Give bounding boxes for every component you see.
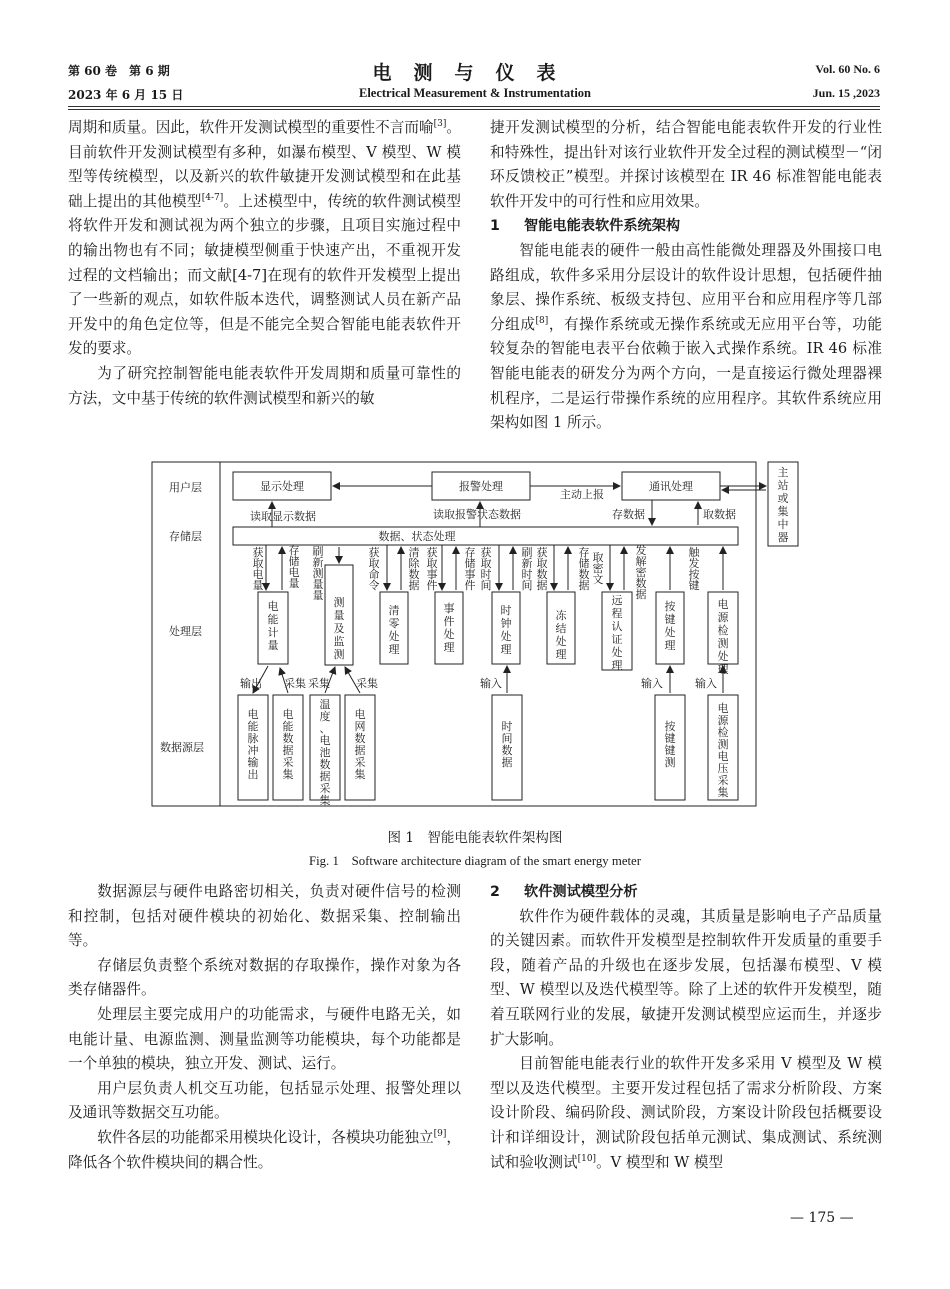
flow-label: 主动上报 bbox=[560, 488, 604, 501]
left-column-bottom: 数据源层与硬件电路密切相关，负责对硬件信号的检测和控制，包括对硬件模块的初始化、数据采集、控制输出等。 存储层负责整个系统对数据的存取操作，操作对象为各类存储器件。 处理层主要完成用户的功能需求，与硬件电路无关，如电能计量、电源监测、测量监测等功能模块，每个功能都是一个单独的模块，独立开发、测试、运行。 用户层负责人机交互功能，包括显示处理、报警处理以及通讯等数据交互功能。 软件各层的功能都采用模块化设计，各模块功能独立[9]，降低各个软件模块间的耦合性。 bbox=[68, 880, 461, 1175]
section-heading-1: 1 智能电能表软件系统架构 bbox=[490, 218, 681, 235]
right-column-top: 捷开发测试模型的分析，结合智能电能表软件开发的行业性和特殊性，提出针对该行业软件开发全过程的测试模型－“闭环反馈校正”模型。并探讨该模型在 IR 46 标准智能电能表软件开发中的可行性和应用效果。 1 智能电能表软件系统架构 智能电能表的硬件一般由高性能微处理器及外围接口电路组成，软件多采用分层设计的软件设计思想，包括硬件抽象层、操作系统、板级支持包、应用平台和应用程序等几部分组成[8]，有操作系统或无操作系统或无应用平台等，功能较复杂的智能电表平台依赖于嵌入式操作系统。IR 46 标准智能电能表的研发分为两个方向，一是直接运行微处理器裸机程序，二是运行带操作系统的应用程序。其软件系统应用架构如图 1 所示。 bbox=[490, 116, 882, 436]
layer-label: 用户层 bbox=[169, 481, 202, 494]
flow-label: 存数据 bbox=[612, 508, 645, 521]
flow-label-vertical: 刷新时间 bbox=[521, 546, 533, 592]
layer-label: 处理层 bbox=[169, 625, 202, 638]
source-box-label: 电能数据采集 bbox=[282, 708, 294, 781]
paragraph: 为了研究控制智能电能表软件开发周期和质量可靠性的方法，文中基于传统的软件测试模型和新兴的敏 bbox=[68, 364, 461, 407]
source-box-label: 电能脉冲输出 bbox=[247, 708, 259, 781]
process-box-label: 时钟处理 bbox=[500, 604, 512, 656]
box-label: 通讯处理 bbox=[649, 480, 693, 493]
box-label: 显示处理 bbox=[260, 480, 304, 493]
flow-label: 输入 bbox=[480, 677, 502, 690]
flow-label-vertical: 存储事件 bbox=[464, 546, 476, 592]
citation: [4-7] bbox=[201, 192, 224, 203]
flow-label-vertical: 触发按键 bbox=[688, 546, 700, 592]
paragraph: 捷开发测试模型的分析，结合智能电能表软件开发的行业性和特殊性，提出针对该行业软件开发全过程的测试模型－“闭环反馈校正”模型。并探讨该模型在 IR 46 标准智能电能表软件开发中的可行性和应用效果。 bbox=[490, 119, 882, 210]
flow-label: 采集 bbox=[284, 677, 306, 690]
flow-label-vertical: 存储电量 bbox=[288, 544, 300, 590]
process-box-label: 事件处理 bbox=[443, 602, 455, 654]
paragraph: 处理层主要完成用户的功能需求，与硬件电路无关，如电能计量、电源监测、测量监测等功能模块，每个功能都是一个单独的模块，独立开发、测试、运行。 bbox=[68, 1005, 461, 1073]
paragraph: 软件作为硬件载体的灵魂，其质量是影响电子产品质量的关键因素。而软件开发模型是控制软件开发质量的重要手段，随着产品的升级也在逐步发展，包括瀑布模型、V 模型、W 模型以及迭代模型等。除了上述的软件开发模型，随着互联网行业的发展，敏捷开发测试模型应运而生，并逐步扩大影响。 bbox=[490, 907, 882, 1048]
layer-label: 数据源层 bbox=[160, 741, 204, 754]
journal-title-cn: 电测与仪表 bbox=[372, 62, 578, 84]
citation: [3] bbox=[433, 119, 447, 129]
figure-caption-en: Fig. 1 Software architecture diagram of the smart energy meter bbox=[308, 854, 641, 868]
source-box-label: 时间数据 bbox=[501, 720, 513, 769]
flow-label-vertical: 刷新测量量 bbox=[312, 545, 324, 602]
paragraph: 存储层负责整个系统对数据的存取操作，操作对象为各类存储器件。 bbox=[68, 956, 461, 999]
flow-label: 取数据 bbox=[703, 508, 736, 521]
flow-label: 采集 bbox=[356, 677, 378, 690]
flow-label-vertical: 获取命令 bbox=[368, 546, 380, 592]
process-box-label: 测量及监测 bbox=[333, 596, 345, 661]
volume-issue: 第 60 卷 第 6 期 bbox=[68, 64, 170, 78]
process-box-label: 清零处理 bbox=[388, 604, 400, 656]
citation: [10] bbox=[577, 1153, 597, 1164]
flow-label: 输出 bbox=[240, 677, 262, 690]
layer-label: 存储层 bbox=[169, 530, 202, 543]
volume-issue-en: Vol. 60 No. 6 bbox=[815, 62, 880, 76]
flow-label-vertical: 存储数据 bbox=[578, 546, 590, 592]
flow-label-vertical: 发解密数据 bbox=[635, 544, 647, 601]
flow-label-vertical: 获取时间 bbox=[480, 546, 492, 592]
source-box-label: 电网数据采集 bbox=[354, 708, 366, 781]
process-box-label: 电能计量 bbox=[267, 600, 279, 652]
source-box-label: 按键键测 bbox=[664, 720, 676, 769]
publication-date: 2023 年 6 月 15 日 bbox=[68, 88, 184, 102]
flow-label: 采集 bbox=[308, 677, 330, 690]
citation: [8] bbox=[535, 315, 549, 326]
source-box-label: 电源检测电压采集 bbox=[717, 702, 729, 799]
bar-label: 数据、状态处理 bbox=[378, 530, 456, 543]
section-heading-2: 2 软件测试模型分析 bbox=[490, 884, 638, 900]
flow-label-vertical: 获取电量 bbox=[252, 546, 264, 592]
flow-label: 读取显示数据 bbox=[250, 510, 316, 523]
publication-date-en: Jun. 15 ,2023 bbox=[812, 86, 880, 100]
flow-label-vertical: 获取数据 bbox=[536, 546, 548, 592]
paragraph: 用户层负责人机交互功能，包括显示处理、报警处理以及通讯等数据交互功能。 bbox=[68, 1079, 461, 1122]
right-column-bottom: 2 软件测试模型分析 软件作为硬件载体的灵魂，其质量是影响电子产品质量的关键因素。而软件开发模型是控制软件开发质量的重要手段，随着产品的升级也在逐步发展，包括瀑布模型、V 模型、W 模型以及迭代模型等。除了上述的软件开发模型，随着互联网行业的发展，敏捷开发测试模型应运而生，并逐步扩大影响。 目前智能电能表行业的软件开发多采用 V 模型及 W 模型以及迭代模型。主要开发过程包括了需求分析阶段、方案设计阶段、编码阶段、测试阶段，方案设计阶段包括概要设计和详细设计，测试阶段包括单元测试、集成测试、系统测试和验收测试[10]。V 模型和 W 模型 bbox=[490, 880, 882, 1175]
citation: [9] bbox=[433, 1128, 447, 1139]
page-number: — 175 — bbox=[790, 1210, 854, 1226]
source-box-label: 温度、电池数据采集 bbox=[319, 698, 331, 807]
flow-label: 读取报警状态数据 bbox=[433, 508, 521, 521]
process-box-label: 远程认证处理 bbox=[611, 594, 623, 672]
process-box-label: 电源检测处理 bbox=[717, 598, 729, 676]
flow-label-vertical: 获取事件 bbox=[426, 546, 438, 592]
master-station-label: 主站或集中器 bbox=[777, 466, 789, 544]
flow-label: 输入 bbox=[641, 677, 663, 690]
paragraph: 数据源层与硬件电路密切相关，负责对硬件信号的检测和控制，包括对硬件模块的初始化、数据采集、控制输出等。 bbox=[68, 883, 461, 950]
flow-label-vertical: 清除数据 bbox=[408, 546, 420, 592]
journal-title-en: Electrical Measurement & Instrumentation bbox=[358, 86, 591, 100]
flow-label-vertical: 取密文 bbox=[592, 551, 604, 586]
figure-caption-cn: 图 1 智能电能表软件架构图 bbox=[387, 830, 563, 846]
data-status-bar bbox=[233, 527, 738, 545]
process-box-label: 冻结处理 bbox=[555, 609, 567, 661]
box-label: 报警处理 bbox=[459, 480, 503, 493]
process-box-label: 按键处理 bbox=[664, 600, 676, 652]
left-column-top: 周期和质量。因此，软件开发测试模型的重要性不言而喻[3]。目前软件开发测试模型有多种，如瀑布模型、V 模型、W 模型等传统模型，以及新兴的软件敏捷开发测试模型和在此基础上提出的其他模型[4-7]。上述模型中，传统的软件测试模型将软件开发和测试视为两个独立的步骤，且项目实施过程中的输出物也有不同；敏捷模型侧重于快速产出，不重视开发过程的文档输出；而文献[4-7]在现有的软件开发模型上提出了一些新的观点，如软件版本迭代，调整测试人员在新产品开发中的角色定位等，但是不能完全契合智能电能表软件开发的要求。 为了研究控制智能电能表软件开发周期和质量可靠性的方法，文中基于传统的软件测试模型和新兴的敏 bbox=[68, 116, 461, 411]
flow-label: 输入 bbox=[695, 677, 717, 690]
